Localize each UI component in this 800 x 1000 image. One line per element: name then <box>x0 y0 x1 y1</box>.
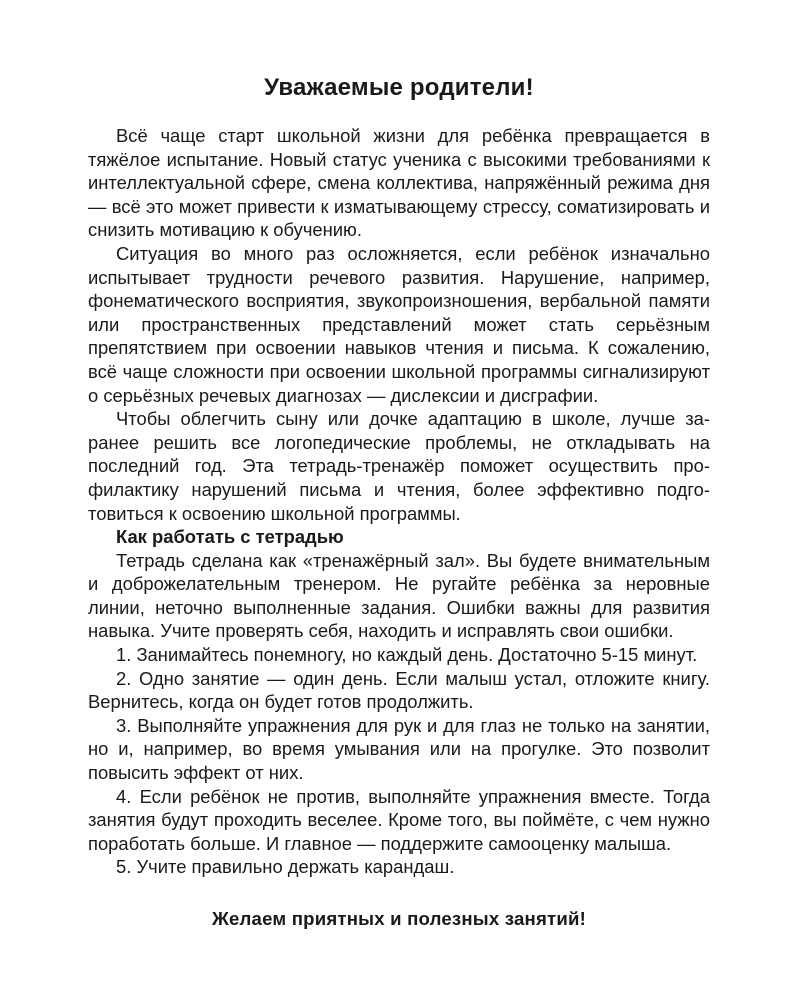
intro-paragraph: Чтобы облегчить сыну или дочке адаптацию в школе, лучше заранее решить все логопедические проблемы, не откладывать на последний год. Эта тетрадь-тренажёр поможет осуществить профилактику нарушений письма и чтения, более эффективно подготовиться к освоению школьной программы. <box>88 408 710 524</box>
intro-paragraph: Всё чаще старт школьной жизни для ребёнка превращается в тяжёлое испытание. Новый статус ученика с высокими требованиями к интеллектуальной сфере, смена коллектива, напряжённый режима дня — всё это может привести к изматывающему стрессу, соматизировать и снизить мотивацию к обучению. <box>88 125 710 241</box>
page-title: Уважаемые родители! <box>264 74 534 101</box>
document-page <box>88 72 710 931</box>
tip-item: 5. Учите правильно держать карандаш. <box>116 856 455 878</box>
tip-item: 1. Занимайтесь понемногу, но каждый день. Достаточно 5-15 минут. <box>116 644 698 666</box>
tip-item: 3. Выполняйте упражнения для рук и для глаз не только на занятии, но и, например, во время умывания или на прогулке. Это позволит повысить эффект от них. <box>88 714 710 784</box>
tip-item: 4. Если ребёнок не против, выполняйте упражнения вместе. Тогда занятия будут проходить веселее. Кроме того, вы поймёте, с чем нужно поработать больше. И главное — поддержите самооценку малыша. <box>88 785 710 854</box>
intro-paragraph: Ситуация во много раз осложняется, если ребёнок изначально испытывает трудности речевого развития. Нарушение, например, фонематического восприятия, звукопроизношения, вербальной памяти или пространственных представлений может стать серьёзным препятствием при освоении навыков чтения и письма. К сожалению, всё чаще сложности при освоении школьной программы сигнализируют о серьёзных речевых диагнозах — дислексии и дисграфии. <box>88 242 710 406</box>
closing-line: Желаем приятных и полезных занятий! <box>212 908 586 929</box>
method-paragraph: Тетрадь сделана как «тренажёрный зал». Вы будете внимательным и доброжелательным тренером. Не ругайте ребёнка за неровные линии, неточно выполненные задания. Ошибки важны для развития навыка. Учите проверять себя, находить и исправлять свои ошибки. <box>88 549 710 642</box>
tip-item: 2. Одно занятие — один день. Если малыш устал, отложите книгу. Вернитесь, когда он будет готов продолжить. <box>88 667 710 713</box>
section-heading: Как работать с тетрадью <box>116 526 344 548</box>
